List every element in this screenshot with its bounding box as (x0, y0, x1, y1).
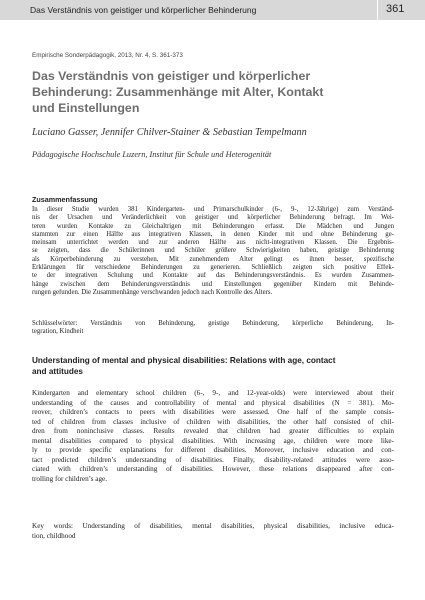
german-keywords (32, 320, 394, 337)
abstract-line: rungen gefunden. Die Zusammenhänge verschwanden jedoch nach Kontrolle des Alters. (32, 288, 273, 296)
keywords-line: Key words: Understanding of disabilities, mental disabilities, physical disabilities, inclusive educa- (32, 522, 394, 530)
running-header-divider (377, 0, 378, 20)
abstract-line: In dieser Studie wurden 381 Kindergarten- und Primarschulkinder (6-, 9-, 12-Jährige) zum Verständ- (32, 206, 394, 213)
abstract-line: nis der Ursachen und Veränderlichkeit von geistiger und körperlicher Behinderung befragt. Im Wei- (32, 214, 394, 222)
article-title-line: Behinderung: Zusammenhänge mit Alter, Kontakt (32, 85, 324, 99)
abstract-line: teren wurden Kontakte zu Gleichaltrigen mit Behinderungen erfasst. Die Mädchen und Jungen (32, 222, 394, 230)
english-abstract-body (32, 389, 394, 484)
keywords-line: Schlüsselwörter: Verständnis von Behinderung, geistige Behinderung, körperliche Behinderung, In- (32, 320, 394, 327)
abstract-line: stammten zur einen Hälfte aus integrativen Klassen, in denen Kinder mit und ohne Behinderung ge- (32, 230, 394, 238)
abstract-line: hänge zwischen dem Behinderungsverständnis und Einstellungen gegenüber Kindern mit Behinde- (32, 280, 394, 288)
abstract-line: reover, children’s contacts to peers with disabilities were assessed. One half of the sample consis- (32, 408, 394, 416)
abstract-line: mental disabilities compared to physical disabilities. With increasing age, children were more like- (32, 436, 394, 445)
english-abstract-heading (32, 355, 394, 377)
article-title-line: Das Verständnis von geistiger und körperlicher (32, 69, 311, 83)
abstract-line: dren from noninclusive classes. Results revealed that children had greater difficulties to explain (32, 427, 394, 435)
abstract-line: ted of children from classes inclusive of children with disabilities, the other half consisted of chil- (32, 417, 394, 426)
authors: Luciano Gasser, Jennifer Chilver-Stainer & Sebastian Tempelmann (32, 127, 307, 138)
abstract-line: tact predicted children’s understanding of disabilities. Finally, disability-related attitudes were asso- (32, 455, 394, 464)
german-abstract-heading: Zusammenfassung (32, 195, 98, 204)
abstract-line: trolling for children’s age. (32, 474, 108, 483)
affiliation: Pädagogische Hochschule Luzern, Institut für Schule und Heterogenität (32, 150, 272, 159)
abstract-line: understanding of the causes and controllability of mental and physical disabilities (N = 381). Mo- (32, 398, 394, 407)
abstract-line: te der integrativen Schulung und Kontakte auf das Behinderungsverständnis. Es wurden Zusammen- (32, 272, 394, 280)
abstract-line: ly to provide specific explanations for different disabilities. Moreover, inclusive education and con- (32, 446, 394, 454)
abstract-line: Kindergarten and elementary school children (6-, 9-, and 12-year-olds) were interviewed about their (32, 389, 394, 397)
article-title (32, 68, 392, 116)
abstract-line: meinsam unterrichtet werden und zur anderen Hälfte aus nicht-integrativen Klassen. Die Ergebnis- (32, 239, 394, 247)
abstract-line: als Körperbehinderung zu verstehen. Mit zunehmendem Alter gelingt es ihnen besser, spezifische (32, 255, 394, 263)
english-heading-line: Understanding of mental and physical disabilities: Relations with age, contact (32, 356, 336, 365)
abstract-line: Erklärungen für verschiedene Behinderungen zu generieren. Schließlich zeigten sich positive Effek- (32, 264, 394, 272)
page-number: 361 (386, 3, 405, 15)
journal-reference: Empirische Sonderpädagogik, 2013, Nr. 4, S. 361-373 (32, 52, 183, 59)
running-header-title: Das Verständnis von geistiger und körperlicher Behinderung (30, 5, 257, 15)
article-title-line: und Einstellungen (32, 101, 140, 115)
keywords-line: tion, childhood (32, 531, 76, 540)
running-header (0, 0, 425, 20)
abstract-line: se zeigten, dass die Schülerinnen und Schüler größere Schwierigkeiten haben, geistige Behinderung (32, 247, 394, 255)
german-abstract-body (32, 206, 394, 297)
keywords-line: tegration, Kindheit (32, 328, 84, 336)
abstract-line: ciated with children’s understanding of disabilities. However, these relations disappeared after con- (32, 465, 394, 473)
english-heading-line: and attitudes (32, 367, 83, 376)
english-keywords (32, 522, 394, 541)
